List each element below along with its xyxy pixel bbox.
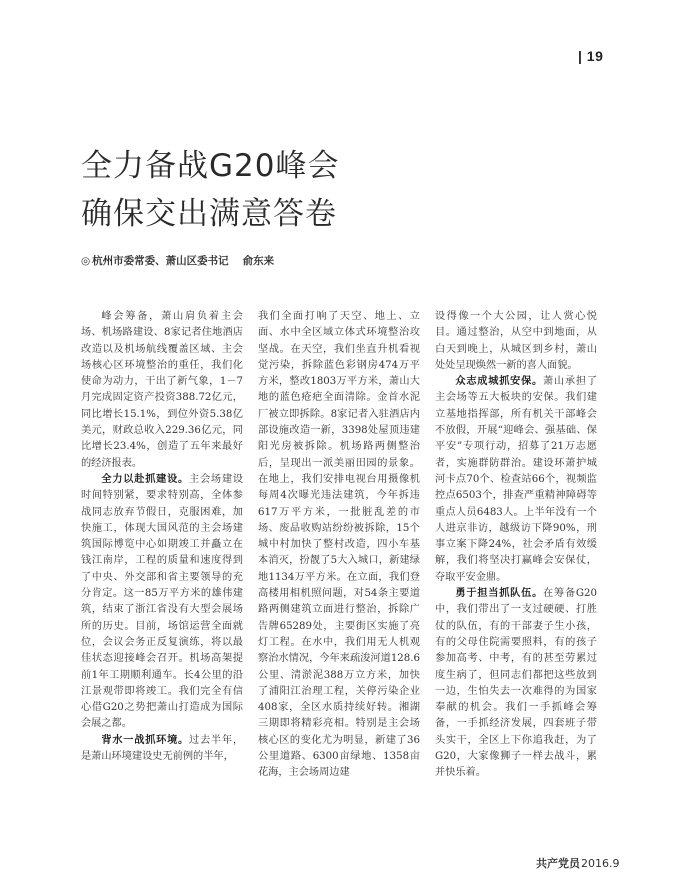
paragraph: [435, 586, 597, 782]
paragraph-text: 过去半年，是萧山环境建设史无前例的半年，: [81, 734, 244, 763]
paragraph-lead: 背水一战抓环境。: [101, 734, 190, 746]
byline-mark: ◎: [81, 255, 91, 267]
paragraph-lead: 众志成城抓安保。: [455, 376, 544, 388]
body-column-2: [258, 309, 420, 782]
paragraph-text: 峰会筹备，萧山肩负着主会场、机场路建设、8家记者住地酒店改造以及机场航线覆盖区域、主会场核心区环境整治的重任，我们化使命为动力，干出了新气象，1－7月完成固定资产投资388.72亿元，同比增长15.1%，到位外资5.38亿美元，财政总收入229.36亿元，同比增长23.4%，创造了五年来最好的经济报表。: [81, 311, 243, 469]
paragraph: [435, 309, 597, 374]
title-line-1: 全力备战G20峰会: [81, 148, 340, 184]
author-name: 俞东来: [242, 255, 275, 267]
paragraph-text: 在筹备G20中，我们带出了一支过硬硬、打胜仗的队伍，有的干部妻子生小孩，有的父母住院需要照料，有的孩子参加高考、中考，有的甚至劳累过度生病了，但同志们都把这些放到一边，生怕失去一次难得的为国家奉献的机会。我们一手抓峰会筹备，一手抓经济发展，四套班子带头实干，全区上下你追我赶，为了G20，大家像狮子一样去战斗，累并快乐着。: [435, 588, 597, 779]
article-title: [81, 142, 339, 238]
paragraph: [435, 374, 597, 586]
magazine-footer: [536, 855, 620, 871]
paragraph: [81, 309, 243, 472]
title-line-2: 确保交出满意答卷: [81, 196, 337, 232]
magazine-logo: 共产党员: [536, 857, 580, 870]
paragraph-lead: 勇于担当抓队伍。: [455, 588, 544, 600]
paragraph-text: 主会场建设时间特别紧，要求特别高，全体参战同志放弃节假日，克服困难，加快施工，体现大国风范的主会场建筑国际博览中心如期竣工并矗立在钱江南岸，工程的质量和速度得到了中央、外交部和省主要领导的充分肯定。这一85万平方米的雄伟建筑，结束了浙江省没有大型会展场所的历史。目前，场馆运营全面就位，会议会务正反复演练，将以最佳状态迎接峰会召开。机场高架提前1年工期顺利通车。长4公里的沿江景观带即将竣工。我们完全有信心借G20之势把萧山打造成为国际会展之都。: [81, 473, 244, 730]
author-byline: [81, 253, 274, 268]
body-column-1: [81, 309, 243, 765]
author-affiliation: 杭州市委常委、萧山区委书记: [92, 255, 229, 267]
paragraph-text: 我们全面打响了天空、地上、立面、水中全区域立体式环境整治攻坚战。在天空，我们坐直升机看视觉污染，拆除蓝色彩钢房474万平方米，整改1803万平方米，萧山大地的蓝色疮疤全面清除。金首水泥厂被立即拆除。8家记者入驻酒店内部设施改造一新，3398处屋顶违建阳光房被拆除。机场路两侧整治后，呈现出一派美丽田园的景象。在地上，我们安排电视台用摄像机每周4次曝光违法建筑，今年拆违617万平方米，一批脏乱差的市场、废品收购站纷纷被拆除，15个城中村加快了整村改造，四小车基本消灭，扮靓了5大入城口，新建绿地1134万平方米。在立面，我们登高楼用相机照问题，对54条主要道路两侧建筑立面进行整治，拆除广告牌65289处，主要街区实施了亮灯工程。在水中，我们用无人机观察治水情况，今年来疏浚河道128.6公里、清淤泥388万立方米，加快了浦阳江治理工程，关停污染企业408家，全区水质持续好转。湘湖三期即将精彩亮相。特别是主会场核心区的变化尤为明显，新建了36公里道路、6300亩绿地、1358亩花海，主会场周边建: [258, 311, 420, 779]
paragraph: [81, 472, 243, 733]
paragraph-text: 萧山承担了主会场等五大板块的安保。我们建立基地指挥部，所有机关干部峰会不放假，开展“迎峰会、强基础、保平安”专项行动，招募了21万志愿者，实施群防群治。建设环萧护城河卡点70个、检查站66个，视频监控点6503个，排查严重精神障碍等重点人员6483人。上半年没有一个人进京非访，越级访下降90%，刑事立案下降24%，社会矛盾有效缓解，我们将坚决打赢峰会安保仗，夺取平安金鼎。: [435, 376, 598, 583]
paragraph-lead: 全力以赴抓建设。: [101, 473, 190, 485]
paragraph-text: 设得像一个大公园，让人赏心悦目。通过整治，从空中到地面，从白天到晚上，从城区到乡村，萧山处处呈现焕然一新的喜人面貌。: [435, 311, 597, 371]
paragraph: [258, 309, 420, 782]
body-column-3: [435, 309, 597, 782]
page-number: | 19: [578, 48, 604, 64]
issue-date: 2016.9: [581, 857, 620, 870]
paragraph: [81, 733, 243, 766]
